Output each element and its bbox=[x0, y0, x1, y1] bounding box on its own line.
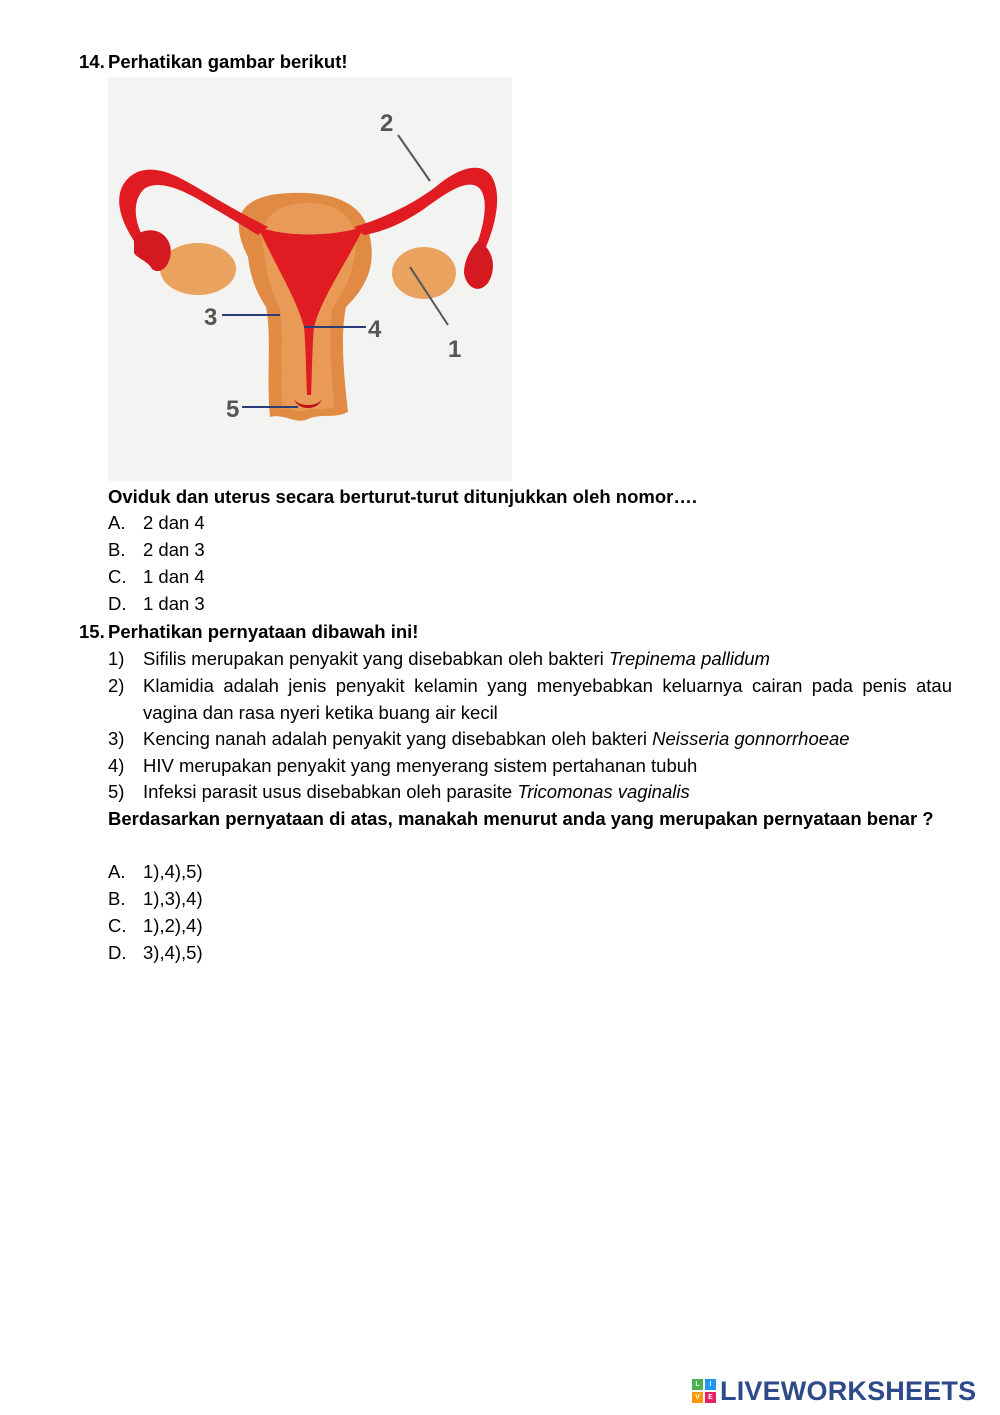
question-15-heading bbox=[79, 620, 418, 644]
statement-species: Tricomonas vaginalis bbox=[517, 781, 690, 802]
q15-option-c[interactable] bbox=[108, 913, 203, 939]
right-oviduct bbox=[354, 168, 497, 254]
brand-mark-tile: E bbox=[705, 1392, 716, 1403]
option-text: 2 dan 4 bbox=[143, 512, 205, 533]
q15-option-d[interactable] bbox=[108, 940, 203, 966]
question-heading-text: Perhatikan pernyataan dibawah ini! bbox=[108, 621, 419, 642]
brand-mark-tile: I bbox=[705, 1379, 716, 1390]
brand-name: LIVEWORKSHEETS bbox=[720, 1375, 977, 1406]
option-label: C. bbox=[108, 566, 127, 587]
question-14-heading bbox=[79, 50, 348, 74]
brand-mark-tile: V bbox=[692, 1392, 703, 1403]
statement-4 bbox=[108, 753, 952, 780]
right-fimbriae bbox=[464, 241, 493, 289]
brand-mark-icon bbox=[692, 1379, 716, 1403]
label-line-2 bbox=[398, 135, 430, 181]
q14-option-a[interactable] bbox=[108, 510, 205, 536]
statement-plain: Infeksi parasit usus disebabkan oleh parasite bbox=[143, 781, 518, 802]
statement-species: Neisseria gonnorrhoeae bbox=[652, 728, 850, 749]
statement-3 bbox=[108, 726, 952, 753]
figure-label-3: 3 bbox=[204, 304, 218, 331]
question-14-stem: Oviduk dan uterus secara berturut-turut ditunjukkan oleh nomor…. bbox=[108, 486, 697, 507]
option-text: 1),2),4) bbox=[143, 915, 203, 936]
option-text: 1 dan 4 bbox=[143, 566, 205, 587]
figure-label-1: 1 bbox=[448, 336, 462, 363]
option-text: 3),4),5) bbox=[143, 942, 203, 963]
question-heading-text: Perhatikan gambar berikut! bbox=[108, 51, 348, 72]
question-number: 15. bbox=[79, 621, 105, 642]
figure-label-4: 4 bbox=[368, 316, 382, 343]
option-label: A. bbox=[108, 861, 126, 882]
q14-option-d[interactable] bbox=[108, 591, 205, 617]
option-label: D. bbox=[108, 942, 127, 963]
statement-1 bbox=[108, 646, 952, 673]
option-label: D. bbox=[108, 593, 127, 614]
statement-text: HIV merupakan penyakit yang menyerang sistem pertahanan tubuh bbox=[143, 755, 698, 776]
statement-label: 5) bbox=[108, 781, 125, 802]
q14-option-c[interactable] bbox=[108, 564, 205, 590]
right-ovary bbox=[392, 247, 456, 299]
option-text: 1),3),4) bbox=[143, 888, 203, 909]
figure-label-5: 5 bbox=[226, 396, 240, 423]
statement-text bbox=[143, 646, 952, 673]
option-label: A. bbox=[108, 512, 126, 533]
statement-5 bbox=[108, 779, 952, 806]
q14-option-b[interactable] bbox=[108, 537, 205, 563]
question-number: 14. bbox=[79, 51, 105, 72]
statement-label: 1) bbox=[108, 648, 125, 669]
left-ovary bbox=[160, 243, 236, 295]
q15-option-a[interactable] bbox=[108, 859, 203, 885]
statement-text bbox=[143, 779, 952, 806]
statement-label: 4) bbox=[108, 755, 125, 776]
statement-species: Trepinema pallidum bbox=[608, 648, 770, 669]
option-label: B. bbox=[108, 539, 126, 560]
statement-plain: Sifilis merupakan penyakit yang disebabkan oleh bakteri bbox=[143, 648, 609, 669]
statement-label: 3) bbox=[108, 728, 125, 749]
statement-text: Klamidia adalah jenis penyakit kelamin yang menyebabkan keluarnya cairan pada penis atau vagina dan rasa nyeri ketika buang air kecil bbox=[143, 675, 952, 723]
liveworksheets-logo bbox=[692, 1374, 976, 1408]
statement-2 bbox=[108, 673, 952, 726]
option-text: 1),4),5) bbox=[143, 861, 203, 882]
statement-plain: Kencing nanah adalah penyakit yang disebabkan oleh bakteri bbox=[143, 728, 653, 749]
statement-text bbox=[143, 726, 952, 753]
brand-mark-tile: L bbox=[692, 1379, 703, 1390]
left-fimbriae bbox=[134, 230, 171, 271]
option-text: 1 dan 3 bbox=[143, 593, 205, 614]
female-reproductive-diagram bbox=[108, 77, 512, 481]
figure-label-2: 2 bbox=[380, 110, 394, 137]
statement-label: 2) bbox=[108, 675, 125, 696]
question-15-stem: Berdasarkan pernyataan di atas, manakah menurut anda yang merupakan pernyataan benar ? bbox=[108, 808, 934, 829]
reproductive-system-figure bbox=[108, 77, 512, 481]
option-text: 2 dan 3 bbox=[143, 539, 205, 560]
option-label: B. bbox=[108, 888, 126, 909]
q15-option-b[interactable] bbox=[108, 886, 203, 912]
option-label: C. bbox=[108, 915, 127, 936]
